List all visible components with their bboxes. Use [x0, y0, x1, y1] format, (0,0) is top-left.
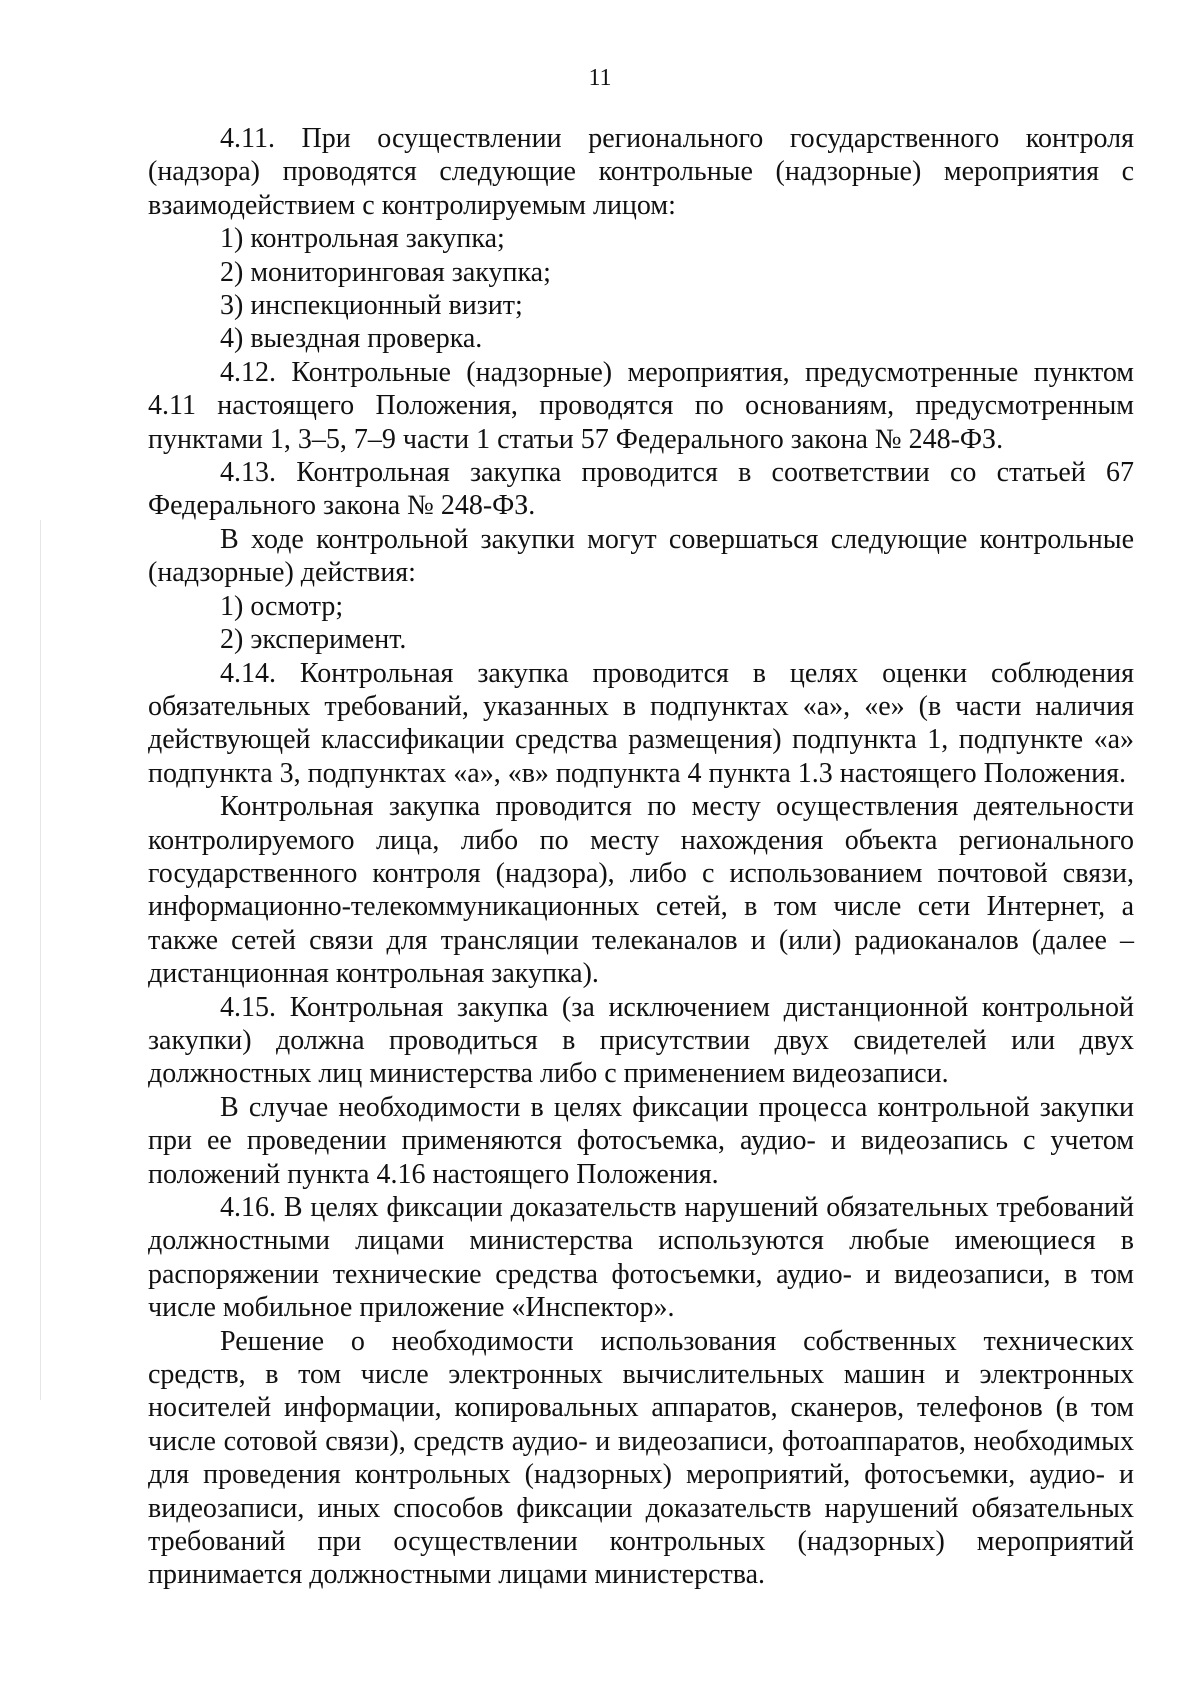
paragraph-4-12: 4.12. Контрольные (надзорные) мероприятия, предусмотренные пунктом 4.11 настоящего Положения, проводятся по основаниям, предусмотренным пунктами 1, 3–5, 7–9 части 1 статьи 57 Федерального закона № 248-ФЗ.	[148, 356, 1134, 455]
paragraph-technical-means-decision: Решение о необходимости использования собственных технических средств, в том числе электронных вычислительных машин и электронных носителей информации, копировальных аппаратов, сканеров, телефонов (в том числе сотовой связи), средств аудио- и видеозаписи, фотоаппаратов, необходимых для проведения контрольных (надзорных) мероприятий, фотосъемки, аудио- и видеозаписи, иных способов фиксации доказательств нарушений обязательных требований при осуществлении контрольных (надзорных) мероприятий принимается должностными лицами министерства.	[148, 1325, 1134, 1591]
list-item-onsite-inspection: 4) выездная проверка.	[220, 323, 483, 355]
paragraph-control-actions: В ходе контрольной закупки могут совершаться следующие контрольные (надзорные) действия:	[148, 523, 1134, 589]
list-item-experiment: 2) эксперимент.	[220, 624, 407, 656]
list-item-control-purchase: 1) контрольная закупка;	[220, 223, 505, 255]
list-item-monitoring-purchase: 2) мониторинговая закупка;	[220, 256, 551, 288]
paragraph-recording-purchase: В случае необходимости в целях фиксации процесса контрольной закупки при ее проведении применяются фотосъемка, аудио- и видеозапись с учетом положений пункта 4.16 настоящего Положения.	[148, 1091, 1134, 1190]
paragraph-4-15: 4.15. Контрольная закупка (за исключением дистанционной контрольной закупки) должна проводиться в присутствии двух свидетелей или двух должностных лиц министерства либо с применением видеозаписи.	[148, 991, 1134, 1090]
paragraph-4-13: 4.13. Контрольная закупка проводится в соответствии со статьей 67 Федерального закона № 248-ФЗ.	[148, 457, 1134, 522]
scan-margin-line	[40, 520, 41, 1400]
paragraph-4-16: 4.16. В целях фиксации доказательств нарушений обязательных требований должностными лицами министерства используются любые имеющиеся в распоряжении технические средства фотосъемки, аудио- и видеозаписи, в том числе мобильное приложение «Инспектор».	[148, 1192, 1134, 1324]
page-number: 11	[588, 65, 612, 91]
paragraph-4-14: 4.14. Контрольная закупка проводится в целях оценки соблюдения обязательных требований, указанных в подпунктах «а», «е» (в части наличия действующей классификации средства размещения) подпункта 1, подпункте «а» подпункта 3, подпунктах «а», «в» подпункта 4 пункта 1.3 настоящего Положения.	[148, 657, 1134, 789]
document-body	[148, 122, 1134, 1592]
paragraph-purchase-location: Контрольная закупка проводится по месту осуществления деятельности контролируемого лица, либо по месту нахождения объекта регионального государственного контроля (надзора), либо с использованием почтовой связи, информационно-телекоммуникационных сетей, в том числе сети Интернет, а также сетей связи для трансляции телеканалов и (или) радиоканалов (далее – дистанционная контрольная закупка).	[148, 791, 1134, 990]
list-item-examination: 1) осмотр;	[220, 590, 344, 622]
list-item-inspection-visit: 3) инспекционный визит;	[220, 290, 523, 322]
paragraph-4-11: 4.11. При осуществлении регионального государственного контроля (надзора) проводятся следующие контрольные (надзорные) мероприятия с взаимодействием с контролируемым лицом:	[148, 123, 1134, 221]
